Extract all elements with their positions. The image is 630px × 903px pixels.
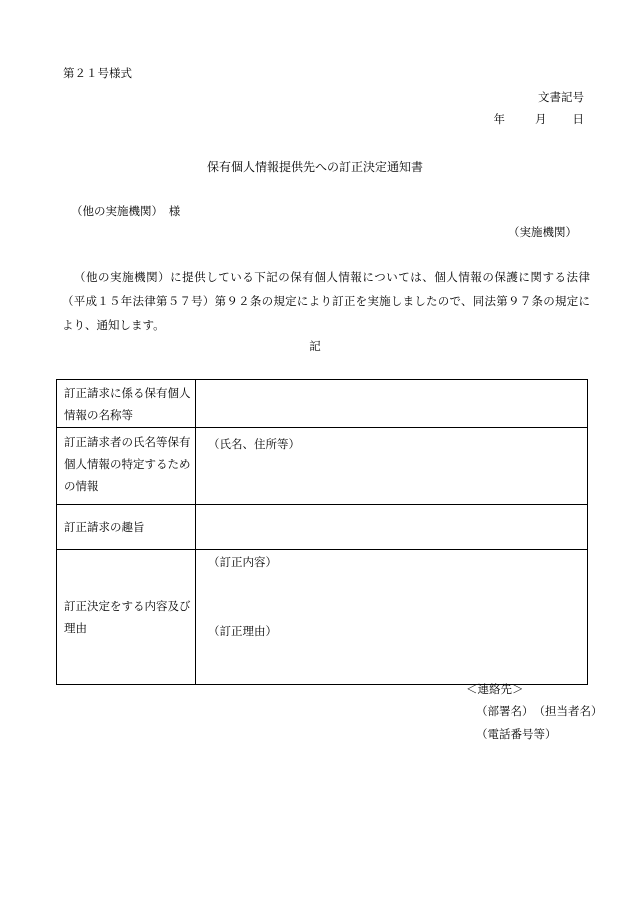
date-month: 月 [535,112,547,126]
date-day: 日 [572,112,584,126]
table-row [57,428,588,505]
content-reason-label: （訂正理由） [208,624,277,638]
row-label [57,550,196,685]
contact-phone: （電話番号等） [476,727,557,741]
table-row [57,380,588,428]
sender: （実施機関） [508,225,577,239]
record-label: 記 [309,339,321,353]
row-content [196,380,588,428]
row-label-line: 情報の名称等 [64,408,133,422]
content-correction-label: （訂正内容） [208,555,277,569]
contact-dept-person: （部署名） （担当者名） [476,704,603,718]
contact-title: ＜連絡先＞ [466,682,524,696]
detail-table [56,379,588,685]
row-content-text: （氏名、住所等） [208,437,300,451]
row-label [57,505,196,550]
date-line [494,114,585,126]
document-symbol: 文書記号 [538,90,584,104]
recipient: （他の実施機関） 様 [71,204,181,218]
row-label-line: 個人情報の特定するため [64,457,191,471]
row-label [57,428,196,505]
form-number: 第２１号様式 [63,66,132,80]
table-row [57,505,588,550]
row-label-line: の情報 [64,479,99,493]
row-label-line: 訂正請求者の氏名等保有 [64,435,191,449]
row-content [196,428,588,505]
row-label-line: 理由 [64,621,87,635]
row-content [196,550,588,685]
body-text: （他の実施機関）に提供している下記の保有個人情報については、個人情報の保護に関する法律（平成１５年法律第５７号）第９２条の規定により訂正を実施しましたので、同法第９７条の規定により、通知します。 [62,270,590,332]
row-label [57,380,196,428]
table-row [57,550,588,685]
row-label-line: 訂正決定をする内容及び [64,599,191,613]
date-year: 年 [493,112,505,126]
row-label-line: 訂正請求に係る保有個人 [64,386,191,400]
document-title: 保有個人情報提供先への訂正決定通知書 [206,160,423,174]
row-label-line: 訂正請求の趣旨 [64,520,145,534]
row-content [196,505,588,550]
